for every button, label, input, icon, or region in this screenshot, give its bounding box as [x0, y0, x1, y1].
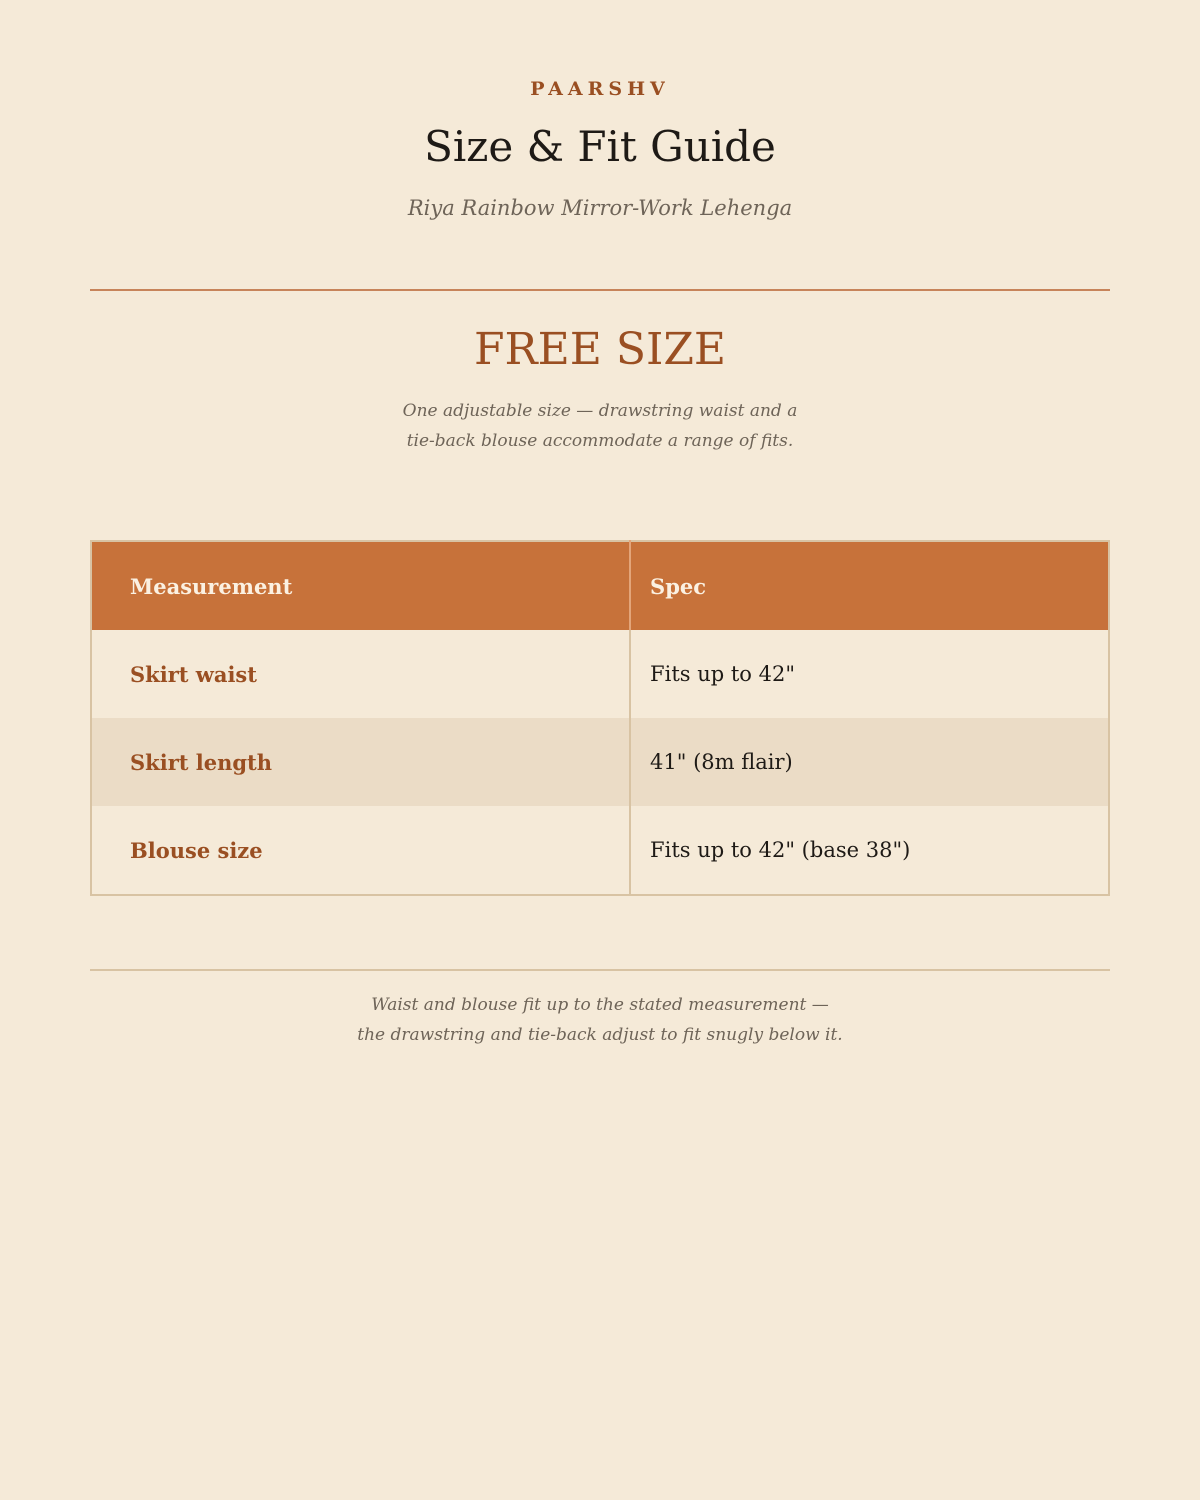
- size-heading: FREE SIZE: [473, 324, 727, 375]
- spec-cell: 41" (8m flair): [630, 718, 1109, 806]
- measurement-cell: Skirt length: [91, 718, 630, 806]
- size-description: [300, 396, 900, 456]
- bottom-divider: [90, 969, 1110, 971]
- footnote-line: the drawstring and tie-back adjust to fit snugly below it.: [357, 1025, 843, 1045]
- footnote-line: Waist and blouse fit up to the stated measurement —: [371, 995, 829, 1015]
- table-row: [91, 806, 1109, 895]
- brand-name: PAARSHV: [530, 78, 670, 100]
- product-name: Riya Rainbow Mirror-Work Lehenga: [407, 196, 793, 220]
- size-description-line: tie-back blouse accommodate a range of fits.: [406, 431, 794, 451]
- measurement-cell: Skirt waist: [91, 630, 630, 718]
- size-spec-table: [90, 540, 1110, 896]
- column-header-spec: Spec: [630, 541, 1109, 630]
- table-header-row: [91, 541, 1109, 630]
- measurement-cell: Blouse size: [91, 806, 630, 895]
- fit-footnote: [200, 990, 1000, 1050]
- table-row: [91, 718, 1109, 806]
- page-title: Size & Fit Guide: [424, 122, 776, 171]
- spec-cell: Fits up to 42" (base 38"): [630, 806, 1109, 895]
- size-description-line: One adjustable size — drawstring waist and a: [402, 401, 798, 421]
- column-header-measurement: Measurement: [91, 541, 630, 630]
- top-divider: [90, 289, 1110, 291]
- table-row: [91, 630, 1109, 718]
- spec-cell: Fits up to 42": [630, 630, 1109, 718]
